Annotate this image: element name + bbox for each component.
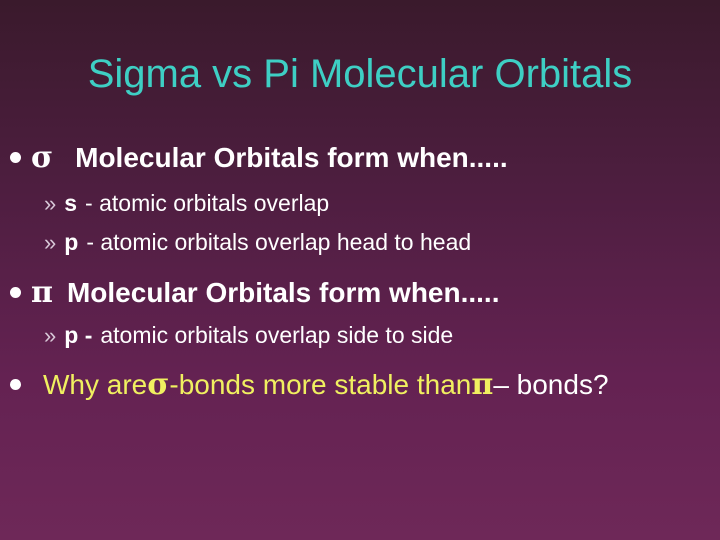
sub-symbol-s: s xyxy=(64,190,78,216)
pi-symbol: π xyxy=(31,275,53,310)
slide-title: Sigma vs Pi Molecular Orbitals xyxy=(87,52,633,96)
sub-bullet-marker: » xyxy=(44,229,57,255)
bullet-question xyxy=(10,367,609,402)
sub-bullet-marker: » xyxy=(44,190,57,216)
bullet-pi-text: Molecular Orbitals form when..... xyxy=(66,276,500,308)
bullet-pi xyxy=(10,275,500,310)
sub-bullet-marker: » xyxy=(44,322,57,348)
sub-bullet-p-head xyxy=(44,229,471,256)
bullet-dot-icon xyxy=(10,379,21,390)
sub-text-p-side: atomic orbitals overlap side to side xyxy=(100,322,454,348)
bullet-sigma xyxy=(10,140,508,175)
question-part1: Why are xyxy=(43,368,148,400)
question-part2: -bonds more stable than xyxy=(169,368,472,400)
sub-symbol-p-dash: p - xyxy=(64,322,93,348)
bullet-dot-icon xyxy=(10,287,21,298)
sub-bullet-p-side xyxy=(44,322,453,349)
sigma-symbol: σ xyxy=(31,140,54,175)
sub-text-p-head: - atomic orbitals overlap head to head xyxy=(86,229,472,255)
sub-symbol-p: p xyxy=(64,229,79,255)
bullet-sigma-text: Molecular Orbitals form when..... xyxy=(75,141,508,173)
sub-bullet-s xyxy=(44,190,329,217)
sub-text-s: - atomic orbitals overlap xyxy=(85,190,330,216)
question-part3: – bonds? xyxy=(493,368,609,400)
bullet-dot-icon xyxy=(10,152,21,163)
question-pi: π xyxy=(471,367,494,402)
question-sigma: σ xyxy=(147,367,170,402)
